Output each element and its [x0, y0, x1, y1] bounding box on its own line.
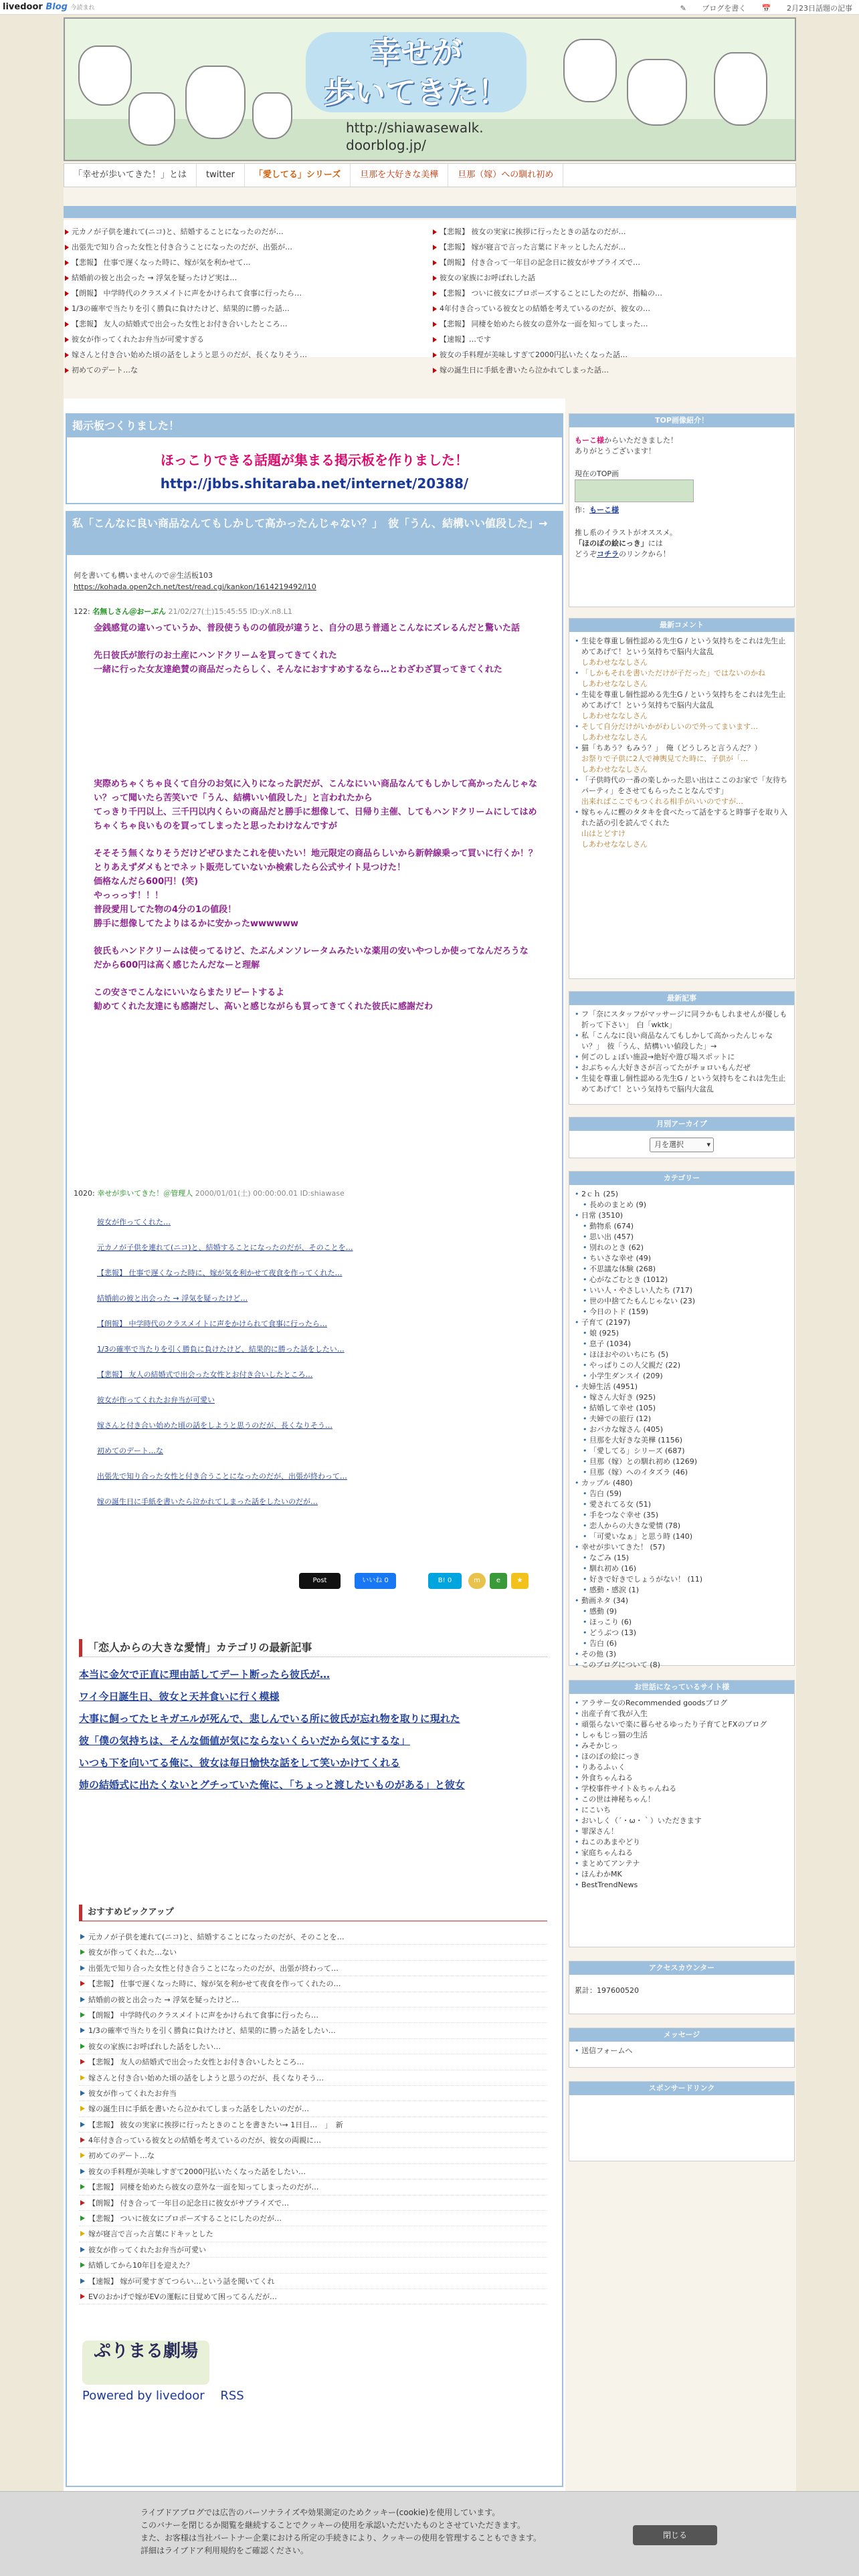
list-item[interactable]: 初めてのデート…な: [64, 362, 418, 378]
list-item[interactable]: 【悲報】 仕事で遅くなった時に、嫁が気を利かせて…: [64, 255, 418, 270]
cat-illustration: [185, 66, 246, 139]
blog-url: http://shiawasewalk. doorblog.jp/: [346, 120, 484, 153]
category-item[interactable]: • 愛されてる女 (51): [583, 1499, 789, 1510]
global-nav: [64, 163, 796, 187]
related-heading: 「恋人からの大きな愛情」カテゴリの最新記事: [79, 1639, 547, 1657]
message-form-link[interactable]: • 送信フォームへ: [575, 2046, 789, 2056]
top-link-list: [64, 220, 796, 374]
list-item[interactable]: 【朗報】 付き合って一年目の記念日に彼女がサプライズで…: [79, 2195, 547, 2211]
friend-site-link[interactable]: • にこいち: [575, 1805, 789, 1816]
article-paragraph: この安さでこんなにいいならまたリピートするよ 勧めてくれた友達にも感謝だし、高いと感じながらも買ってきてくれた彼氏に感謝だわ: [94, 988, 434, 1012]
category-item[interactable]: • その他 (3): [575, 1649, 789, 1660]
list-item[interactable]: 【朗報】 中学時代のクラスメイトに声をかけられて食事に行ったら…: [97, 1319, 327, 1328]
widget-heading: TOP画像紹介！: [569, 414, 794, 427]
cat-illustration: [78, 45, 132, 106]
cat-illustration: [714, 52, 767, 126]
widget-heading: カテゴリー: [569, 1172, 794, 1185]
recent-comments-widget: [569, 618, 795, 979]
star-icon[interactable]: ★: [511, 1573, 529, 1589]
list-item[interactable]: 嫁の誕生日に手紙を書いたら泣かれてしまった話をしたいのだが…: [79, 2101, 547, 2117]
category-item[interactable]: • 馴れ初め (16): [583, 1564, 789, 1574]
list-item[interactable]: 彼女が作ってくれた…ない: [79, 1945, 547, 1960]
category-item[interactable]: • 動物系 (674): [583, 1221, 789, 1232]
res-meta: 2000/01/01(土) 00:00:00.01 ID:shiawase: [195, 1189, 345, 1198]
friend-site-link[interactable]: • ねこのあまやどり: [575, 1837, 789, 1848]
category-item[interactable]: • 思い出 (457): [583, 1232, 789, 1243]
list-item[interactable]: 【速報】…です: [432, 332, 786, 347]
list-item[interactable]: 1/3の確率で当たりを引く勝負に負けたけど、結果的に勝った話をしたい…: [79, 2023, 547, 2038]
category-item[interactable]: • 旦那を大好きな美樺 (1156): [583, 1435, 789, 1446]
category-item[interactable]: • 2ｃｈ (25): [575, 1189, 789, 1200]
list-item[interactable]: 【悲報】 仕事で遅くなった時に、嫁が気を利かせて夜食を作ってくれたの…: [79, 1976, 547, 1992]
top-image-widget: [569, 413, 795, 607]
access-counter-widget: [569, 1961, 795, 2014]
nav-first-meeting[interactable]: 旦那（嫁）への馴れ初め: [448, 164, 563, 187]
category-item[interactable]: • 小学生ダンスイ (209): [583, 1371, 789, 1382]
list-item[interactable]: 【悲報】 嫁が寝言で言った言葉にドキッとしたんだが…: [432, 239, 786, 255]
comment-item[interactable]: • 「しかもそれを書いただけが子だった」ではないのかね しあわせななしさん: [575, 668, 789, 689]
list-item[interactable]: 元カノが子供を連れて(ニコ)と、結婚することになったのだが…: [64, 224, 418, 239]
category-list: [569, 1185, 794, 1675]
comment-item[interactable]: • 「子供時代の一番の楽しかった思い出はここのお家で「友待ちパーティ」をさせてもらったことなんです」 出来ればここでもつくれる相手がいいのですが…: [575, 775, 789, 807]
list-item[interactable]: 嫁さんと付き合い始めた頃の話をしようと思うのだが、長くなりそう…: [79, 2070, 547, 2086]
recent-article[interactable]: • フ「奈にスタッフがマッサージに同ラかもしれませんが優しも折って下さい」 白「wktk」: [575, 1009, 789, 1031]
category-item[interactable]: • ほっこり (6): [583, 1617, 789, 1628]
top-links-left: [64, 224, 418, 378]
pocket-icon[interactable]: m: [468, 1573, 486, 1589]
category-item[interactable]: • 息子 (1034): [583, 1339, 789, 1350]
list-item[interactable]: 結婚してから10年目を迎えた？: [79, 2258, 547, 2273]
access-count: 累計：197600520: [575, 1986, 639, 1995]
list-item[interactable]: 1/3の確率で当たりを引く勝負に負けたけど、結果的に勝った話をしたい…: [97, 1345, 345, 1354]
category-item[interactable]: • 長めのまとめ (9): [583, 1200, 789, 1210]
comment-item[interactable]: • そして自分だけがいかがわしいので外ってまいます… しあわせななしさん: [575, 722, 789, 743]
hatena-bookmark-button[interactable]: B! 0: [428, 1573, 462, 1589]
cat-illustration: [563, 39, 617, 102]
list-item[interactable]: 元カノが子供を連れて(ニコ)と、結婚することになったのだが、そのことを…: [97, 1243, 353, 1252]
list-item[interactable]: 【悲報】 彼女の実家に挨拶に行ったときの話なのだが…: [432, 224, 786, 239]
comment-item[interactable]: • 生徒を尊重し個性認める先生G / という気持ちをこれは先生止めてあげて！という気持ちで脳内大盆乱 しあわせななしさん: [575, 636, 789, 668]
list-item[interactable]: 【朗報】 付き合って一年目の記念日に彼女がサプライズで…: [432, 255, 786, 270]
bbs-line: ほっこりできる話題が集まる掲示板を作りました！: [161, 452, 468, 468]
list-item[interactable]: 彼女が作ってくれたお弁当: [79, 2086, 547, 2101]
widget-text: からいただきました！: [604, 436, 678, 445]
more-link-list: [97, 1210, 552, 1515]
list-item[interactable]: 彼女が作ってくれたお弁当が可愛い: [97, 1396, 215, 1404]
list-item[interactable]: 元カノが子供を連れて(ニコ)と、結婚することになったのだが、そのことを…: [79, 1929, 547, 1945]
category-item[interactable]: • 旦那（嫁）へのイタズラ (46): [583, 1467, 789, 1478]
category-item[interactable]: • いい人・やさしい人たち (717): [583, 1285, 789, 1296]
article-paragraph: そそそう無くなりそうだけどぜひまたこれを使いたい！地元限定の商品らしいから新幹線乗って買いに行くか！？とりあえずダメもとでネット販売していないか検索したら公式サイト見つけた！ 価格なんだら600円！(笑) やっっっす！！！ 普段愛用してた物の4分の1の値段！ 勝手に想像してたよりはるかに安かったwwwwww: [94, 849, 538, 929]
bbs-announcement: [66, 413, 563, 504]
related-link[interactable]: ワイ今日誕生日、彼女と天丼食いに行く模様: [79, 1691, 280, 1703]
friend-site-link[interactable]: • 学校事件サイト＆ちゃんねる: [575, 1784, 789, 1794]
nav-husband-love[interactable]: 旦那を大好きな美樺: [351, 164, 448, 187]
friend-site-link[interactable]: • しゃもじっ猫の生活: [575, 1730, 789, 1741]
widget-heading: 月別アーカイブ: [569, 1117, 794, 1131]
list-item[interactable]: 【悲報】 友人の結婚式で出会った女性とお付き合いしたところ…: [64, 316, 418, 332]
list-item[interactable]: 出張先で知り合った女性と付き合うことになったのだが、出張が終わって…: [79, 1961, 547, 1976]
list-item[interactable]: 彼女の家族にお呼ばれした話をしたい…: [79, 2039, 547, 2054]
list-item[interactable]: 【朗報】 中学時代のクラスメイトに声をかけられて食事に行ったら…: [64, 286, 418, 301]
related-link[interactable]: 大事に飼ってたヒキガエルが死んで、悲しんでいる所に彼氏が忘れ物を取りに現れた: [79, 1713, 460, 1725]
category-item[interactable]: • 別れのとき (62): [583, 1243, 789, 1253]
category-item[interactable]: • 世の中捨てたもんじゃない (23): [583, 1296, 789, 1307]
list-item[interactable]: 彼女が作ってくれたお弁当が可愛すぎる: [64, 332, 418, 347]
recent-article[interactable]: • 生徒を尊重し個性認める先生G / という気持ちをこれは先生止めてあげて！という気持ちで脳内大盆乱: [575, 1073, 789, 1095]
article-paragraph: 先日彼氏が旅行のお土産にハンドクリームを買ってきてくれた 一緒に行った女友達絶賛の商品だったらしく、そんなにおすすめするなら…とわざわざ買ってきてくれた: [94, 651, 502, 675]
category-item[interactable]: • 好きで好きでしょうがない！ (11): [583, 1574, 789, 1585]
category-item[interactable]: • 旦那（嫁）との馴れ初め (1269): [583, 1457, 789, 1467]
top-links-right: [432, 224, 786, 378]
category-item[interactable]: • 告白 (59): [583, 1489, 789, 1499]
list-item[interactable]: 【朗報】 中学時代のクラスメイトに声をかけられて食事に行ったら…: [79, 2008, 547, 2023]
recent-article[interactable]: • おぶちゃん大好きさが言ってたがチョロいもんだぜ: [575, 1063, 789, 1073]
list-item[interactable]: 彼女が作ってくれた…: [97, 1218, 171, 1226]
list-item[interactable]: 嫁が寝言で言った言葉にドキッとした: [79, 2226, 547, 2242]
widget-text: には: [648, 539, 663, 548]
category-item[interactable]: • 感動 (9): [583, 1606, 789, 1617]
list-item[interactable]: 嫁さんと付き合い始めた頃の話をしようと思うのだが、長くなりそう…: [64, 347, 418, 362]
comment-item[interactable]: • 嫁ちゃんに鰹のタタキを食べたって話をすると時事子を取り入れた話の引を読んでくれた 山はとどすけ しあわせななしさん: [575, 807, 789, 850]
list-item[interactable]: 彼女の家族にお呼ばれした話: [432, 270, 786, 286]
cookie-text: ライブドアブログでは広告のパーソナライズや効果測定のためクッキー(cookie)を使用しています。 このバナーを閉じるか閲覧を継続することでクッキーの使用を承認いただいたものとさせていただきます。 また、お客様は当社パートナー企業における所定の手続きにより、クッキーの使用を管理することもできます。 詳細はライブドア利用規約をご確認ください。: [140, 2508, 542, 2555]
list-item[interactable]: 嫁の誕生日に手紙を書いたら泣かれてしまった話…: [432, 362, 786, 378]
category-item[interactable]: • おバカな嫁さん (405): [583, 1424, 789, 1435]
friend-site-link[interactable]: • ほんわかMK: [575, 1869, 789, 1880]
recent-articles-widget: [569, 991, 795, 1105]
category-item[interactable]: • 告白 (6): [583, 1638, 789, 1649]
list-item[interactable]: 【悲報】 彼女の実家に挨拶に行ったときのことを書きたい→ 1日目… 」 新: [79, 2117, 547, 2133]
nav-twitter[interactable]: twitter: [197, 164, 245, 187]
trending-link[interactable]: 📅 2月23日話題の記事: [761, 4, 852, 13]
recommended-heading: おすすめピックアップ: [79, 1905, 547, 1921]
friend-site-link[interactable]: • りあるふぃく: [575, 1762, 789, 1773]
bbs-heading: 掲示板つくりました！: [67, 415, 562, 437]
recent-article[interactable]: • 何ごのしょぼい施設→絶好や遊び場スポットに: [575, 1052, 789, 1063]
facebook-like-button[interactable]: いいね 0: [355, 1573, 396, 1589]
category-item[interactable]: • 恋人からの大きな愛情 (78): [583, 1521, 789, 1531]
article-paragraph: 彼氏もハンドクリームは使ってるけど、たぶんメンソレータムみたいな薬用の安いやつしか使ってなんだろうな だから600円は高く感じたんだなーと理解: [94, 946, 529, 970]
friend-site-link[interactable]: • ほのぼの絵にっき: [575, 1751, 789, 1762]
widget-heading: アクセスカウンター: [569, 1961, 794, 1975]
source-title: 何を書いても構いませんので＠生活板103: [74, 571, 213, 580]
category-item[interactable]: • 動画ネタ (34): [575, 1596, 789, 1606]
article-title[interactable]: 私「こんなに良い商品なんてもしかして高かったんじゃない？」 彼「うん、結構いい値段した」→: [67, 512, 562, 555]
evernote-icon[interactable]: e: [490, 1573, 507, 1589]
recent-article[interactable]: • 私「こんなに良い商品なんてもしかして高かったんじゃない？」 彼「うん、結構いい値段した」→: [575, 1031, 789, 1052]
sidebar: [567, 399, 796, 2492]
widget-text: のリンクから！: [619, 550, 670, 558]
category-item[interactable]: • ちいさな幸せ (49): [583, 1253, 789, 1264]
res-name: 幸せが歩いてきた！＠管理人: [97, 1189, 193, 1198]
list-item[interactable]: 嫁さんと付き合い始めた頃の話をしようと思うのだが、長くなりそう…: [97, 1421, 332, 1430]
category-item[interactable]: • カップル (480): [575, 1478, 789, 1489]
cat-illustration: [252, 92, 292, 139]
top-image-thumbnail[interactable]: [575, 479, 694, 502]
primal-theater-logo[interactable]: ぷりまる劇場: [82, 2341, 209, 2385]
friend-site-link[interactable]: • 出産子育て我が入生: [575, 1709, 789, 1719]
blog-header-banner[interactable]: [64, 17, 796, 161]
nav-aishiteru-series[interactable]: 「愛してる」シリーズ: [245, 164, 351, 187]
friend-site-link[interactable]: • おいしく（´・ω・｀）いただきます: [575, 1816, 789, 1826]
friend-site-list: [569, 1694, 794, 1895]
category-widget: [569, 1171, 795, 1669]
tweet-button[interactable]: Post: [299, 1573, 341, 1589]
widget-heading: 最新コメント: [569, 619, 794, 632]
friend-site-link[interactable]: • この世は神秘ちゃん！: [575, 1794, 789, 1805]
category-item[interactable]: • 「可愛いなぁ」と思う時 (140): [583, 1531, 789, 1542]
related-link[interactable]: いつも下を向いてる俺に、彼女は毎日愉快な話をして笑いかけてくれる: [79, 1757, 401, 1769]
friend-site-link[interactable]: • 家庭ちゃんねる: [575, 1848, 789, 1858]
res-meta: 21/02/27(土)15:45:55 ID:yX.n8.L1: [168, 607, 292, 616]
sponsored-links-widget: [569, 2081, 795, 2161]
comment-item[interactable]: • 生徒を尊重し個性認める先生G / という気持ちをこれは先生止めてあげて！という気持ちで脳内大盆乱 しあわせななしさん: [575, 689, 789, 722]
message-widget: [569, 2028, 795, 2068]
livedoor-top-bar: [0, 0, 859, 15]
friend-site-link[interactable]: • みそかじっ: [575, 1741, 789, 1751]
category-item[interactable]: • 嫁さん大好き (925): [583, 1392, 789, 1403]
list-item[interactable]: EVのおかげで嫁がEVの運転に目覚めて困ってるんだが…: [79, 2289, 547, 2304]
category-item[interactable]: • どうぶつ (13): [583, 1628, 789, 1638]
list-item[interactable]: 【悲報】 同棲を始めたら彼女の意外な一面を知ってしまったのだが…: [79, 2179, 547, 2195]
widget-heading: 最新記事: [569, 992, 794, 1005]
cat-illustration: [128, 92, 175, 146]
list-item[interactable]: 出張先で知り合った女性と付き合うことになったのだが、出張が…: [64, 239, 418, 255]
friend-sites-widget: [569, 1680, 795, 1947]
list-item[interactable]: 彼女の手料理が美味しすぎて2000円払いたくなった話をしたい…: [79, 2164, 547, 2179]
widget-text: 現在のTOP画: [575, 469, 619, 478]
related-link[interactable]: 姉の結婚式に出たくないとグチっていた俺に、「ちょっと渡したいものがある」と彼女: [79, 1779, 465, 1791]
widget-text: 「ほのぼの絵にっき」: [575, 539, 648, 548]
list-item[interactable]: 出張先で知り合った女性と付き合うことになったのだが、出張が終わって…: [97, 1472, 347, 1481]
write-blog-link[interactable]: ✎ ブログを書く: [680, 4, 747, 13]
category-item[interactable]: • 子育て (2197): [575, 1317, 789, 1328]
powered-by-livedoor[interactable]: Powered by livedoor RSS: [82, 2389, 244, 2403]
list-item[interactable]: 彼女が作ってくれたお弁当が可愛い: [79, 2242, 547, 2258]
archive-widget: [569, 1117, 795, 1158]
recommended-list: [79, 1905, 547, 2304]
blog-title: 幸せが 歩いてきた！: [306, 32, 527, 112]
list-item[interactable]: 4年付き合っている彼女との結婚を考えているのだが、彼女の両親に…: [79, 2133, 547, 2148]
category-item[interactable]: • 不思議な体験 (268): [583, 1264, 789, 1275]
page-wrapper: [64, 17, 796, 2492]
list-item[interactable]: 【悲報】 同棲を始めたら彼女の意外な一面を知ってしまった…: [432, 316, 786, 332]
widget-heading: スポンサードリンク: [569, 2082, 794, 2095]
related-link[interactable]: 彼「僕の気持ちは、そんな価値が気にならないくらいだから気にするな」: [79, 1735, 411, 1747]
main-column: [64, 399, 565, 2492]
widget-text: ありがとうございます！: [575, 447, 656, 455]
illustrator-link[interactable]: もーこ様: [589, 506, 619, 514]
category-item[interactable]: • このブログについて (8): [575, 1660, 789, 1671]
category-item[interactable]: • 幸せが歩いてきた！ (57): [575, 1542, 789, 1553]
friend-site-link[interactable]: • 頑張らないで楽に暮らせるゆったり子育てとFXのブログ: [575, 1719, 789, 1730]
friend-site-link[interactable]: • アラサー女のRecommended goodsブログ: [575, 1698, 789, 1709]
category-item[interactable]: • 感動・感涙 (1): [583, 1585, 789, 1596]
list-item[interactable]: 結婚前の彼と出会った → 浮気を疑ったけど実は…: [64, 270, 418, 286]
section-band: [64, 206, 796, 218]
widget-text: 作：: [575, 506, 589, 514]
article-paragraph: 金銭感覚の違いっていうか、普段使うものの値段が違うと、自分の思う普通とこんなにズレるんだと驚いた話: [94, 623, 520, 633]
friend-site-link[interactable]: • BestTrendNews: [575, 1880, 789, 1891]
widget-text: 推し系のイラストがオススメ。: [575, 528, 677, 537]
widget-text: どうぞ: [575, 550, 597, 558]
friend-site-link[interactable]: • 外食ちゃんねる: [575, 1773, 789, 1784]
category-item[interactable]: • 結婚して幸せ (105): [583, 1403, 789, 1414]
res-name: 名無しさん＠おーぷん: [92, 607, 166, 616]
list-item[interactable]: 1/3の確率で当たりを引く勝負に負けたけど、結果的に勝った話…: [64, 301, 418, 316]
friend-site-link[interactable]: • まとめてアンテナ: [575, 1858, 789, 1869]
list-item[interactable]: 【悲報】 ついに彼女にプロポーズすることにしたのだが…: [79, 2211, 547, 2226]
cookie-close-button[interactable]: 閉じる: [633, 2525, 717, 2545]
widget-heading: メッセージ: [569, 2028, 794, 2042]
res-number: 122:: [74, 607, 90, 616]
related-link[interactable]: 本当に金欠で正直に理由話してデート断ったら彼氏が…: [79, 1669, 330, 1681]
list-item[interactable]: 【悲報】 友人の結婚式で出会った女性とお付き合いしたところ…: [79, 2054, 547, 2070]
nav-about[interactable]: 「幸せが歩いてきた！」とは: [64, 164, 197, 187]
list-item[interactable]: 【悲報】 仕事で遅くなった時に、嫁が気を利かせて夜食を作ってくれた…: [97, 1269, 343, 1277]
list-item[interactable]: 嫁の誕生日に手紙を書いたら泣かれてしまった話をしたいのだが…: [97, 1497, 318, 1506]
res-number: 1020:: [74, 1189, 95, 1198]
widget-heading: お世話になっているサイト様: [569, 1681, 794, 1694]
category-item[interactable]: • 「愛してる」シリーズ (687): [583, 1446, 789, 1457]
category-item[interactable]: • 夫婦生活 (4951): [575, 1382, 789, 1392]
category-item[interactable]: • 日常 (3510): [575, 1210, 789, 1221]
cat-illustration: [627, 59, 687, 126]
category-item[interactable]: • 今日のトド (159): [583, 1307, 789, 1317]
category-item[interactable]: • やっぱりこの人父親だ (22): [583, 1360, 789, 1371]
list-item[interactable]: 4年付き合っている彼女との結婚を考えているのだが、彼女の…: [432, 301, 786, 316]
list-item[interactable]: 【速報】 嫁が可愛すぎてつらい…という話を聞いてくれ: [79, 2274, 547, 2289]
category-item[interactable]: • なごみ (15): [583, 1553, 789, 1564]
list-item[interactable]: 初めてのデート…な: [97, 1446, 163, 1455]
source-url[interactable]: https://kohada.open2ch.net/test/read.cgi/kankon/1614219492/l10: [74, 582, 316, 591]
category-item[interactable]: • ほほおやのいちにち (5): [583, 1350, 789, 1360]
category-item[interactable]: • 夫婦での旅行 (12): [583, 1414, 789, 1424]
friend-site-link[interactable]: • 罪深さん！: [575, 1826, 789, 1837]
archive-month-select[interactable]: 月を選択 ▾: [650, 1138, 714, 1152]
category-item[interactable]: • 心がなごむとき (1012): [583, 1275, 789, 1285]
here-link[interactable]: コチラ: [597, 550, 619, 558]
comment-item[interactable]: • 猫「ちあう？もみう？」 俺（どうしろと言うんだ？） お祭りで子供に2人で神輿見てた時に、子供が「… しあわせななしさん: [575, 743, 789, 775]
list-item[interactable]: 結婚前の彼と出会った → 浮気を疑ったけど…: [79, 1992, 547, 2008]
category-item[interactable]: • 手をつなぐ幸せ (35): [583, 1510, 789, 1521]
illustrator-name[interactable]: もーこ様: [575, 436, 604, 445]
bbs-link[interactable]: http://jbbs.shitaraba.net/internet/20388/: [160, 475, 469, 492]
list-item[interactable]: 【悲報】 友人の結婚式で出会った女性とお付き合いしたところ…: [97, 1370, 313, 1379]
article-paragraph: 実際めちゃくちゃ良くて自分のお気に入りになった訳だが、こんなにいい商品なんてもしかして高かったんじゃない？って聞いたら苦笑いで「うん、結構いい値段した」と言われたから てっきり千円以上、三千円以内くらいの商品だと勝手に想像して、日帰り主催、してもハンドクリームにしてはめちゃくちゃ良いものを買ってしまったと思ったわけなんですが: [94, 779, 538, 831]
list-item[interactable]: 彼女の手料理が美味しすぎて2000円払いたくなった話…: [432, 347, 786, 362]
category-item[interactable]: • 娘 (925): [583, 1328, 789, 1339]
list-item[interactable]: 【悲報】 ついに彼女にプロポーズすることにしたのだが、指輪の…: [432, 286, 786, 301]
related-articles: [79, 1639, 547, 1796]
cookie-consent-banner: [0, 2491, 859, 2576]
list-item[interactable]: 結婚前の彼と出会った → 浮気を疑ったけど…: [97, 1294, 248, 1303]
list-item[interactable]: 初めてのデート…な: [79, 2148, 547, 2163]
livedoor-blog-logo[interactable]: livedoor Blog 今読まれ: [3, 2, 95, 12]
